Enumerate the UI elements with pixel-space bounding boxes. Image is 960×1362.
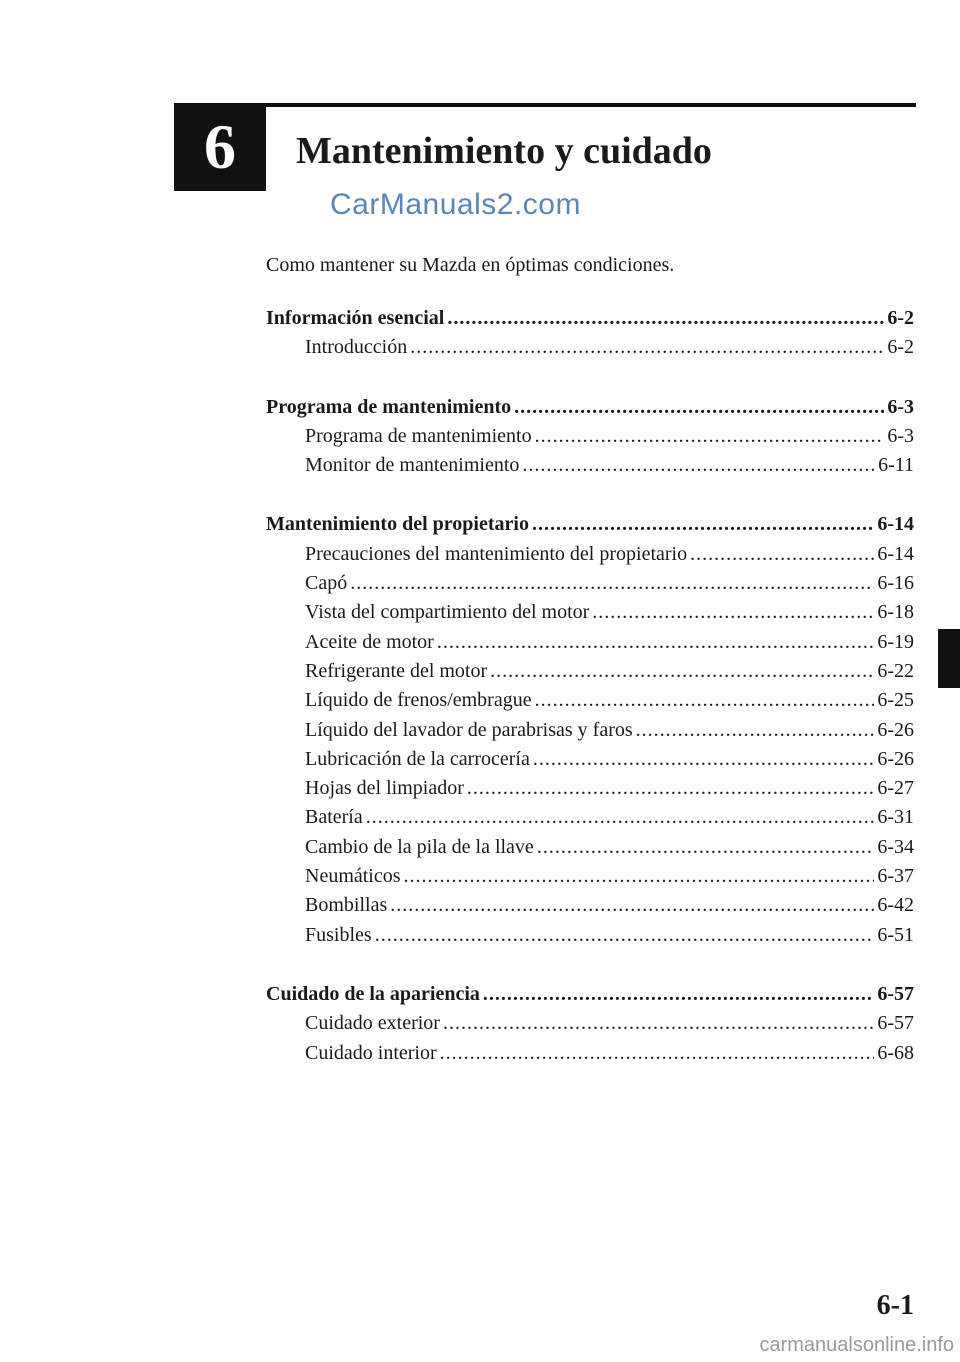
toc-entry-title: Hojas del limpiador (305, 777, 464, 800)
toc-entry-page: 6-22 (877, 659, 914, 682)
toc-dot-leader (537, 833, 875, 862)
toc-entry-title: Bombillas (305, 894, 388, 917)
toc-entry-page: 6-2 (887, 307, 914, 329)
toc-sub-entry[interactable] (266, 891, 914, 920)
toc-entry-page: 6-27 (877, 777, 914, 800)
toc-dot-leader (535, 422, 885, 451)
toc-section (266, 510, 914, 949)
toc-entry-page: 6-16 (877, 572, 914, 595)
toc-main-entry[interactable] (266, 304, 914, 333)
toc-dot-leader (366, 803, 875, 832)
toc-entry-page: 6-37 (877, 865, 914, 888)
toc-entry-page: 6-51 (877, 923, 914, 946)
toc-entry-page: 6-42 (877, 894, 914, 917)
toc-entry-title: Precauciones del mantenimiento del propietario (305, 542, 688, 565)
toc-sub-entry[interactable] (266, 774, 914, 803)
toc-section (266, 980, 914, 1068)
toc-entry-title: Programa de mantenimiento (305, 424, 532, 447)
toc-main-entry[interactable] (266, 393, 914, 422)
toc-dot-leader (533, 745, 874, 774)
toc-dot-leader (350, 569, 874, 598)
toc-entry-page: 6-11 (878, 454, 914, 477)
toc-dot-leader (514, 393, 884, 422)
toc-dot-leader (636, 716, 875, 745)
chapter-intro: Como mantener su Mazda en óptimas condiciones. (266, 254, 675, 276)
toc-dot-leader (437, 628, 874, 657)
toc-entry-title: Líquido del lavador de parabrisas y faros (305, 718, 633, 741)
toc-sub-entry[interactable] (266, 628, 914, 657)
toc-dot-leader (592, 598, 874, 627)
toc-dot-leader (690, 540, 874, 569)
toc-sub-entry[interactable] (266, 540, 914, 569)
toc-entry-page: 6-57 (877, 1012, 914, 1035)
toc-entry-page: 6-34 (877, 835, 914, 858)
toc-entry-title: Cuidado exterior (305, 1012, 440, 1035)
toc-entry-title: Capó (305, 572, 348, 595)
toc-main-entry[interactable] (266, 980, 914, 1009)
toc-entry-title: Aceite de motor (305, 630, 434, 653)
toc-entry-title: Información esencial (266, 307, 445, 329)
toc-sub-entry[interactable] (266, 451, 914, 480)
toc-entry-title: Cuidado de la apariencia (266, 982, 480, 1005)
toc-section (266, 304, 914, 363)
toc-entry-page: 6-26 (877, 747, 914, 770)
toc-dot-leader (467, 774, 874, 803)
toc-entry-page: 6-2 (887, 336, 914, 359)
toc-dot-leader (447, 304, 884, 333)
header-rule (266, 103, 916, 107)
toc-dot-leader (483, 980, 874, 1009)
toc-entry-title: Líquido de frenos/embrague (305, 689, 532, 712)
toc-entry-title: Mantenimiento del propietario (266, 513, 529, 536)
toc-dot-leader (410, 333, 884, 362)
toc-sub-entry[interactable] (266, 921, 914, 950)
toc-sub-entry[interactable] (266, 833, 914, 862)
toc-sub-entry[interactable] (266, 569, 914, 598)
toc-sub-entry[interactable] (266, 803, 914, 832)
chapter-title: Mantenimiento y cuidado (296, 130, 712, 172)
toc-sub-entry[interactable] (266, 598, 914, 627)
toc-entry-page: 6-25 (877, 689, 914, 712)
page-number: 6-1 (876, 1290, 914, 1321)
toc-main-entry[interactable] (266, 510, 914, 539)
chapter-side-tab (938, 629, 960, 688)
toc-entry-title: Refrigerante del motor (305, 659, 488, 682)
toc-entry-page: 6-31 (877, 806, 914, 829)
toc-entry-page: 6-14 (877, 513, 914, 536)
toc-dot-leader (440, 1039, 875, 1068)
chapter-number: 6 (204, 111, 236, 182)
toc-dot-leader (404, 862, 875, 891)
watermark-footer[interactable]: carmanualsonline.info (759, 1334, 954, 1356)
chapter-number-box (174, 103, 266, 191)
toc-sub-entry[interactable] (266, 745, 914, 774)
table-of-contents (266, 304, 914, 1098)
toc-dot-leader (532, 510, 874, 539)
toc-dot-leader (375, 921, 875, 950)
toc-dot-leader (390, 891, 874, 920)
toc-sub-entry[interactable] (266, 657, 914, 686)
toc-entry-page: 6-3 (887, 395, 914, 418)
toc-entry-page: 6-18 (877, 601, 914, 624)
toc-entry-title: Introducción (305, 336, 408, 359)
toc-entry-title: Fusibles (305, 923, 372, 946)
toc-entry-page: 6-3 (887, 424, 914, 447)
toc-entry-page: 6-26 (877, 718, 914, 741)
watermark-top[interactable]: CarManuals2.com (330, 188, 581, 221)
toc-entry-title: Cuidado interior (305, 1041, 437, 1064)
toc-sub-entry[interactable] (266, 422, 914, 451)
toc-dot-leader (535, 686, 875, 715)
toc-entry-page: 6-14 (877, 542, 914, 565)
toc-dot-leader (443, 1009, 874, 1038)
toc-sub-entry[interactable] (266, 333, 914, 362)
toc-dot-leader (522, 451, 875, 480)
toc-sub-entry[interactable] (266, 1009, 914, 1038)
toc-entry-title: Monitor de mantenimiento (305, 454, 520, 477)
toc-entry-title: Cambio de la pila de la llave (305, 835, 534, 858)
toc-sub-entry[interactable] (266, 686, 914, 715)
toc-section (266, 393, 914, 481)
toc-sub-entry[interactable] (266, 862, 914, 891)
toc-sub-entry[interactable] (266, 1039, 914, 1068)
toc-entry-page: 6-57 (877, 982, 914, 1005)
toc-sub-entry[interactable] (266, 716, 914, 745)
toc-entry-page: 6-19 (877, 630, 914, 653)
toc-entry-title: Programa de mantenimiento (266, 395, 512, 418)
toc-dot-leader (490, 657, 874, 686)
toc-entry-page: 6-68 (877, 1041, 914, 1064)
toc-entry-title: Neumáticos (305, 865, 401, 888)
toc-entry-title: Vista del compartimiento del motor (305, 601, 590, 624)
toc-entry-title: Batería (305, 806, 363, 829)
toc-entry-title: Lubricación de la carrocería (305, 747, 530, 770)
